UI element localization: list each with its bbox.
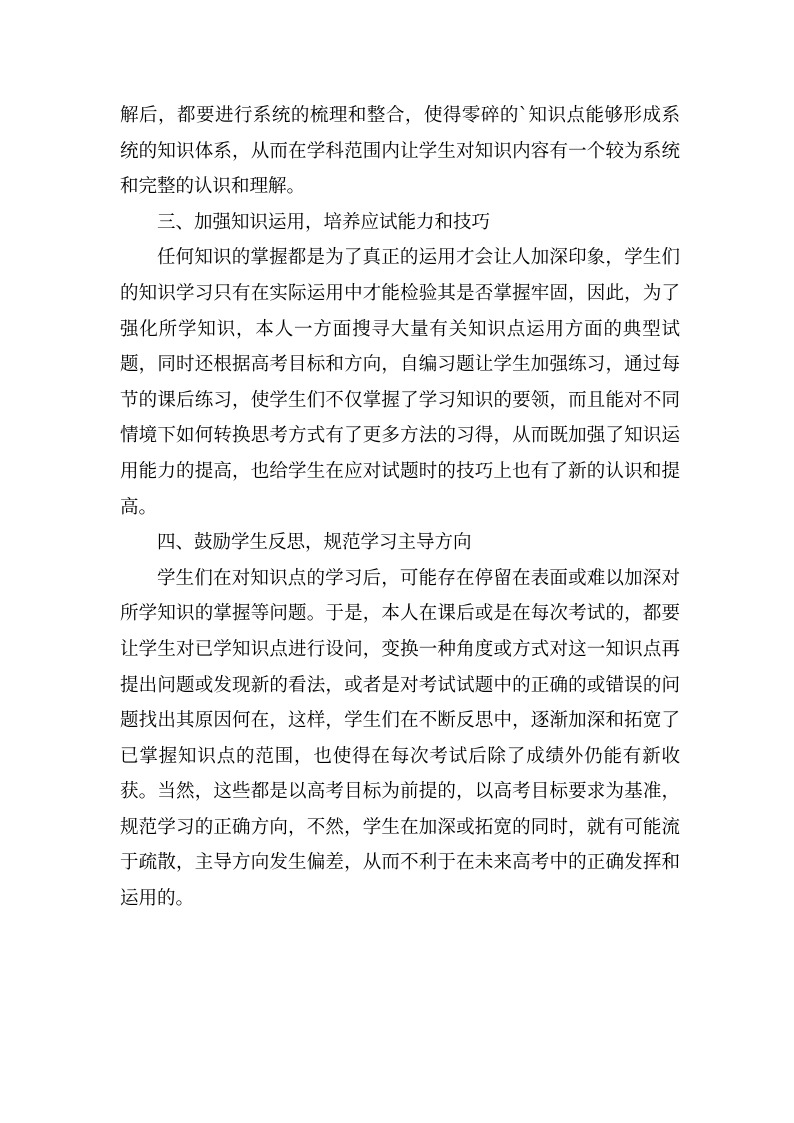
paragraph-section-3: 任何知识的掌握都是为了真正的运用才会让人加深印象，学生们的知识学习只有在实际运用中才能检验其是否掌握牢固，因此，为了强化所学知识，本人一方面搜寻大量有关知识点运用方面的典型试题，同时还根据高考目标和方向，自编习题让学生加强练习，通过每节的课后练习，使学生们不仅掌握了学习知识的要领，而且能对不同情境下如何转换思考方式有了更多方法的习得，从而既加强了知识运用能力的提高，也给学生在应对试题时的技巧上也有了新的认识和提高。 <box>120 247 680 518</box>
section-heading-4: 四、鼓励学生反思，规范学习主导方向 <box>157 532 472 554</box>
section-heading-3: 三、加强知识运用，培养应试能力和技巧 <box>157 211 491 233</box>
paragraph-continued: 解后，都要进行系统的梳理和整合，使得零碎的`知识点能够形成系统的知识体系，从而在学科范围内让学生对知识内容有一个较为系统和完整的认识和理解。 <box>120 105 680 198</box>
paragraph-section-4: 学生们在对知识点的学习后，可能存在停留在表面或难以加深对所学知识的掌握等问题。于是，本人在课后或是在每次考试的，都要让学生对已学知识点进行设问，变换一种角度或方式对这一知识点再提出问题或发现新的看法，或者是对考试试题中的正确的或错误的问题找出其原因何在，这样，学生们在不断反思中，逐渐加深和拓宽了已掌握知识点的范围，也使得在每次考试后除了成绩外仍能有新收获。当然，这些都是以高考目标为前提的，以高考目标要求为基准，规范学习的正确方向，不然，学生在加深或拓宽的同时，就有可能流于疏散，主导方向发生偏差，从而不利于在未来高考中的正确发挥和运用的。 <box>120 567 680 910</box>
document-body <box>120 98 680 917</box>
